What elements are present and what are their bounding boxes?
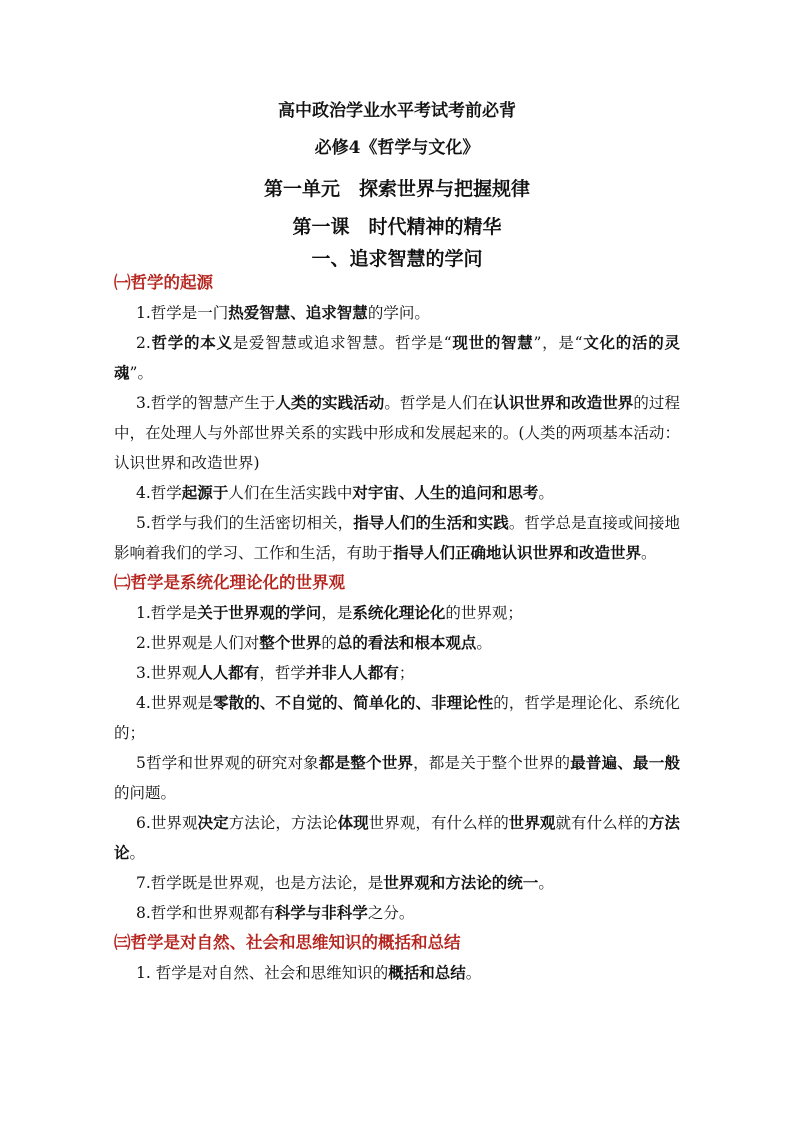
- list-item: [114, 658, 680, 688]
- item-text: 的，哲学是理论化、系统化的；: [114, 694, 680, 742]
- emphasized-text: 指导人们的生活和实践: [353, 513, 509, 532]
- item-text: 1.哲学是一门: [136, 304, 229, 322]
- unit-heading: 第一单元 探索世界与把握规律: [263, 178, 530, 200]
- list-item: [114, 628, 680, 658]
- item-text: 1.哲学是: [136, 604, 198, 622]
- item-text: 的: [321, 634, 337, 652]
- list-item: [114, 898, 680, 928]
- list-item: [114, 748, 680, 808]
- emphasized-text: 指导人们正确地认识世界和改造世界: [393, 543, 642, 562]
- item-text: 。哲学总是直接或间接地影响着我们的学习、工作和生活，有助于: [114, 514, 680, 562]
- section-heading: ㈢哲学是对自然、社会和思维知识的概括和总结: [114, 933, 461, 952]
- list-item: [114, 478, 680, 508]
- emphasized-text: 热爱智慧、追求智慧: [228, 303, 368, 322]
- emphasized-text: 并非人人都有: [305, 663, 399, 682]
- item-text: ，是: [321, 604, 353, 622]
- item-text: 人们在生活实践中: [228, 484, 353, 502]
- item-text: ，都是关于整个世界的: [413, 754, 571, 772]
- item-text: 8.哲学和世界观都有: [136, 904, 275, 922]
- emphasized-text: 概括和总结: [388, 963, 466, 982]
- list-item: [114, 868, 680, 898]
- emphasized-text: 方法论: [114, 813, 680, 862]
- emphasized-text: 都是整个世界: [318, 753, 414, 772]
- emphasized-text: 人人都有: [197, 663, 260, 682]
- item-text: 。哲学是人们在: [384, 394, 494, 412]
- emphasized-text: 零散的、不自觉的、简单化的、非理论性: [213, 693, 494, 712]
- item-text: 的过程中，在处理人与外部世界关系的实践中形成和发展起来的。(人类的两项基本活动：认识世界和改造世界): [114, 394, 680, 472]
- list-item: [114, 808, 680, 868]
- item-text: 。: [538, 874, 554, 892]
- emphasized-text: 现世的智慧: [451, 333, 534, 352]
- emphasized-text: 系统化理论化: [352, 603, 446, 622]
- item-text: 的世界观；: [445, 604, 523, 622]
- emphasized-text: 最普遍、最一般: [570, 753, 680, 772]
- item-text: ”。: [129, 364, 153, 382]
- emphasized-text: 起源于: [181, 483, 229, 502]
- item-text: 6.世界观: [136, 814, 198, 832]
- emphasized-text: 关于世界观的学问: [197, 603, 322, 622]
- item-text: 的问题。: [114, 784, 177, 802]
- item-text: 。: [641, 544, 657, 562]
- item-text: 2.: [136, 334, 151, 352]
- item-text: 3.哲学的智慧产生于: [136, 394, 276, 412]
- list-item: [114, 958, 680, 988]
- emphasized-text: 科学与非科学: [274, 903, 368, 922]
- item-text: 就有什么样的: [555, 814, 649, 832]
- emphasized-text: 总的看法和根本观点: [336, 633, 477, 652]
- section-heading: ㈡哲学是系统化理论化的世界观: [114, 573, 345, 592]
- item-text: 5.哲学与我们的生活密切相关，: [136, 514, 354, 532]
- topic-heading: 一、追求智慧的学问: [311, 248, 483, 270]
- list-item: [114, 328, 680, 388]
- lesson-heading: 第一课 时代精神的精华: [292, 216, 502, 238]
- emphasized-text: 人类的实践活动: [275, 393, 385, 412]
- document-title: 高中政治学业水平考试考前必背: [278, 101, 516, 121]
- item-text: 世界观，有什么样的: [368, 814, 509, 832]
- item-text: 。: [538, 484, 554, 502]
- item-text: 是爱智慧或追求智慧。哲学是“: [232, 334, 452, 352]
- item-text: 。: [465, 964, 482, 982]
- item-text: 的学问。: [367, 304, 430, 322]
- section-heading: ㈠哲学的起源: [114, 273, 213, 292]
- emphasized-text: 决定: [197, 813, 229, 832]
- item-text: 1. 哲学是对自然、社会和思维知识的: [136, 964, 389, 982]
- emphasized-text: 对宇宙、人生的追问和思考: [352, 483, 539, 502]
- document-body: [114, 268, 680, 988]
- item-text: 4.哲学: [136, 484, 182, 502]
- list-item: [114, 508, 680, 568]
- emphasized-text: 世界观: [508, 813, 556, 832]
- list-item: [114, 298, 680, 328]
- item-text: ；: [398, 664, 415, 682]
- list-item: [114, 598, 680, 628]
- emphasized-text: 认识世界和改造世界: [493, 393, 634, 412]
- list-item: [114, 688, 680, 748]
- item-text: ”，是“: [533, 334, 583, 352]
- emphasized-text: 世界观和方法论的统一: [383, 873, 539, 892]
- item-text: 。: [129, 844, 146, 862]
- item-text: ，哲学: [259, 664, 306, 682]
- item-text: 2.世界观是人们对: [136, 634, 260, 652]
- item-text: 4.世界观是: [136, 694, 214, 712]
- item-text: 之分。: [367, 904, 415, 922]
- emphasized-text: 文化的活的灵魂: [114, 333, 680, 382]
- item-text: 3.世界观: [136, 664, 198, 682]
- item-text: 7.哲学既是世界观，也是方法论，是: [136, 874, 384, 892]
- item-text: 5哲学和世界观的研究对象: [136, 754, 319, 772]
- item-text: 方法论，方法论: [228, 814, 338, 832]
- emphasized-text: 体现: [337, 813, 369, 832]
- item-text: 。: [476, 634, 492, 652]
- emphasized-text: 哲学的本义: [150, 333, 233, 352]
- document-subtitle: 必修4《哲学与文化》: [314, 138, 480, 158]
- list-item: [114, 388, 680, 478]
- emphasized-text: 整个世界: [259, 633, 322, 652]
